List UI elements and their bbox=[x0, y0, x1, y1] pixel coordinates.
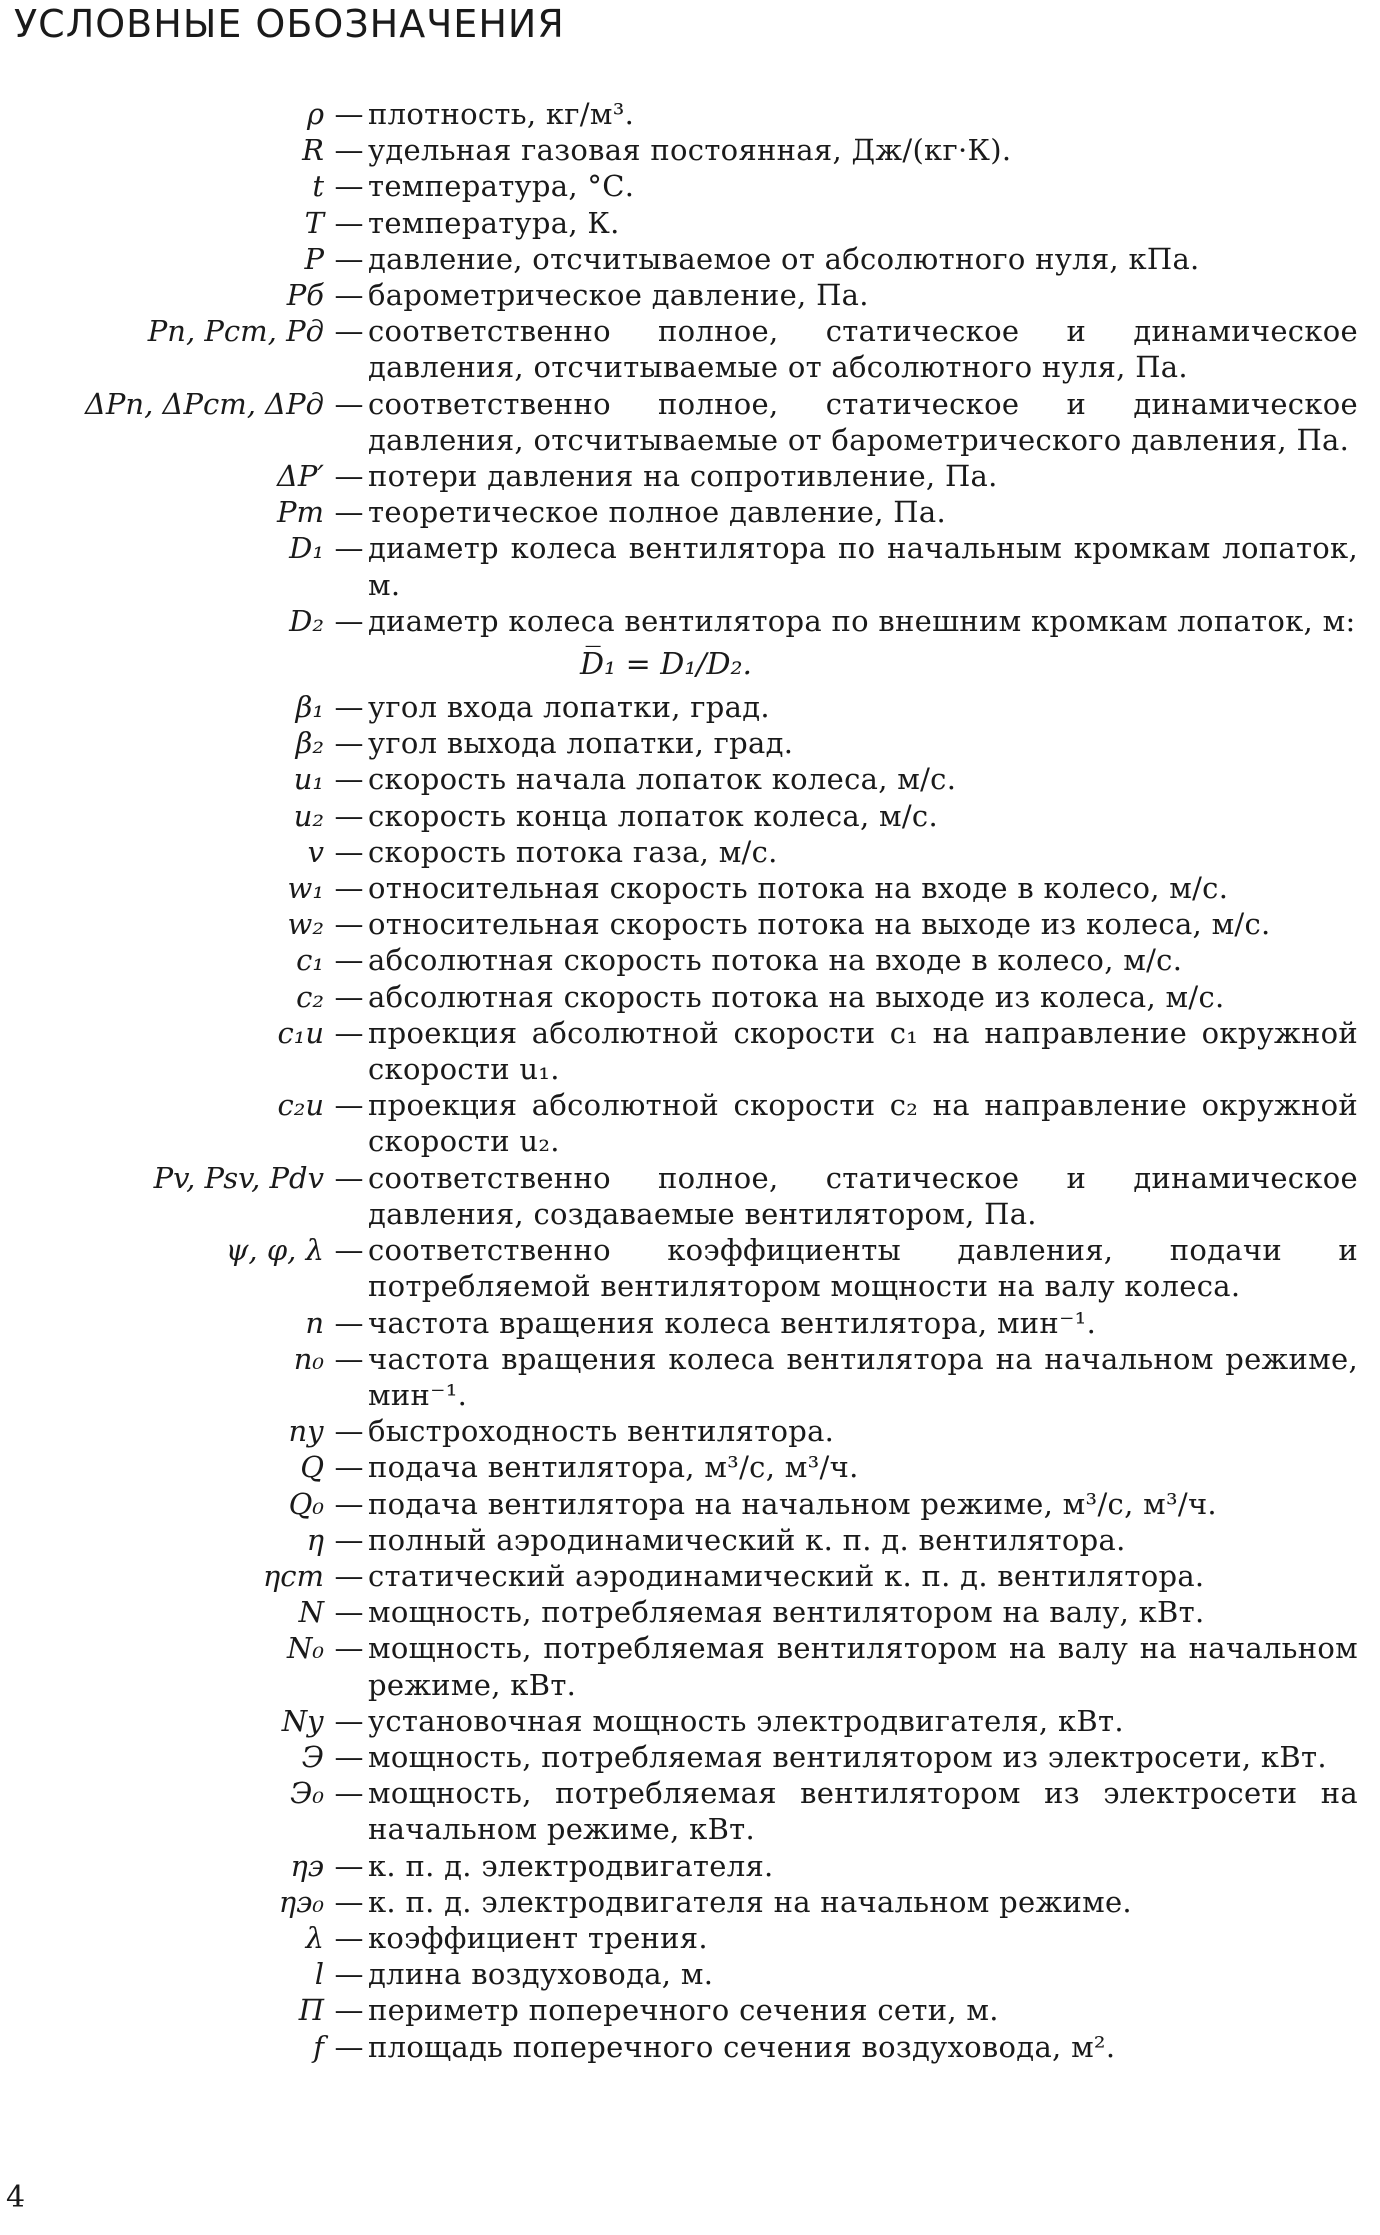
notation-definition: теоретическое полное давление, Па. bbox=[368, 495, 946, 530]
notation-definition: соответственно полное, статическое и динамическое давления, создаваемые вентилятором, Па. bbox=[368, 1160, 1358, 1231]
notation-definition: угол входа лопатки, град. bbox=[368, 690, 770, 725]
page-number: 4 bbox=[6, 2180, 26, 2215]
em-dash-separator: — bbox=[334, 1776, 364, 1811]
notation-entry bbox=[40, 1848, 1380, 1884]
notation-entry bbox=[40, 241, 1380, 277]
notation-symbol: ΔPп, ΔPст, ΔPд bbox=[84, 386, 324, 421]
notation-entry bbox=[40, 1630, 1380, 1702]
notation-entry bbox=[40, 1522, 1380, 1558]
notation-symbol: ηэ bbox=[290, 1848, 324, 1883]
notation-entry bbox=[40, 1739, 1380, 1775]
notation-entry bbox=[40, 1703, 1380, 1739]
em-dash-separator: — bbox=[334, 1848, 364, 1883]
formula-relative-diameter: D̅₁ = D₁/D₂. bbox=[580, 647, 753, 683]
notation-symbol: w₁ bbox=[287, 871, 324, 906]
notation-symbol: P bbox=[304, 241, 324, 276]
notation-symbol: T bbox=[304, 205, 324, 240]
notation-definition: проекция абсолютной скорости c₁ на направление окружной скорости u₁. bbox=[368, 1015, 1358, 1087]
notation-symbol: Pп, Pст, Pд bbox=[147, 314, 324, 349]
notation-definition: скорость потока газа, м/с. bbox=[368, 834, 778, 869]
notation-definition: барометрическое давление, Па. bbox=[368, 278, 869, 313]
notation-entry bbox=[40, 494, 1380, 530]
notation-symbol: П bbox=[298, 1993, 324, 2028]
notation-symbol: R bbox=[302, 133, 324, 168]
notation-entry bbox=[40, 798, 1380, 834]
notation-entry bbox=[40, 1341, 1380, 1413]
notation-symbol: c₁u bbox=[277, 1015, 324, 1050]
em-dash-separator: — bbox=[334, 1957, 364, 1992]
notation-definition: частота вращения колеса вентилятора, мин⁻¹. bbox=[368, 1305, 1097, 1340]
notation-symbol: n bbox=[305, 1305, 324, 1340]
em-dash-separator: — bbox=[334, 531, 364, 566]
notation-entry bbox=[40, 205, 1380, 241]
notation-entry bbox=[40, 870, 1380, 906]
em-dash-separator: — bbox=[334, 1993, 364, 2028]
notation-symbol: Э₀ bbox=[290, 1776, 324, 1811]
notation-entry bbox=[40, 1558, 1380, 1594]
notation-entry bbox=[40, 386, 1380, 458]
em-dash-separator: — bbox=[334, 726, 364, 761]
notation-definition: скорость конца лопаток колеса, м/с. bbox=[368, 798, 938, 833]
notation-definition: диаметр колеса вентилятора по начальным кромкам лопаток, м. bbox=[368, 531, 1358, 602]
em-dash-separator: — bbox=[334, 1631, 364, 1666]
notation-entry bbox=[40, 1956, 1380, 1992]
em-dash-separator: — bbox=[334, 1703, 364, 1738]
notation-entry bbox=[40, 834, 1380, 870]
notation-symbol: λ bbox=[305, 1920, 324, 1955]
notation-definition: площадь поперечного сечения воздуховода, м². bbox=[368, 2029, 1116, 2064]
notation-definition: к. п. д. электродвигателя. bbox=[368, 1848, 774, 1883]
notation-symbol: β₁ bbox=[295, 690, 324, 725]
em-dash-separator: — bbox=[334, 762, 364, 797]
notation-symbol: Э bbox=[301, 1739, 324, 1774]
em-dash-separator: — bbox=[334, 1450, 364, 1485]
notation-entry bbox=[40, 906, 1380, 942]
em-dash-separator: — bbox=[334, 314, 364, 349]
notation-definition: абсолютная скорость потока на выходе из колеса, м/с. bbox=[368, 979, 1225, 1014]
notation-entry bbox=[40, 761, 1380, 797]
notation-symbol: ΔP′ bbox=[276, 459, 324, 494]
em-dash-separator: — bbox=[334, 459, 364, 494]
notation-symbol: Pv, Psv, Pdv bbox=[153, 1160, 324, 1195]
notation-symbol: ηст bbox=[262, 1558, 324, 1593]
em-dash-separator: — bbox=[334, 205, 364, 240]
em-dash-separator: — bbox=[334, 1088, 364, 1123]
em-dash-separator: — bbox=[334, 386, 364, 421]
notation-definition: относительная скорость потока на входе в колесо, м/с. bbox=[368, 871, 1229, 906]
notation-entry bbox=[40, 979, 1380, 1015]
notation-definition: плотность, кг/м³. bbox=[368, 97, 635, 131]
em-dash-separator: — bbox=[334, 907, 364, 942]
notation-definition: температура, К. bbox=[368, 205, 620, 240]
em-dash-separator: — bbox=[334, 495, 364, 530]
em-dash-separator: — bbox=[334, 2029, 364, 2064]
em-dash-separator: — bbox=[334, 1414, 364, 1449]
em-dash-separator: — bbox=[334, 241, 364, 276]
notation-symbol: Pб bbox=[286, 278, 324, 313]
notation-definition: подача вентилятора, м³/с, м³/ч. bbox=[368, 1450, 859, 1485]
notation-symbol: D₂ bbox=[289, 603, 324, 638]
em-dash-separator: — bbox=[334, 1522, 364, 1557]
em-dash-separator: — bbox=[334, 834, 364, 869]
notation-entry bbox=[40, 1232, 1380, 1304]
notation-symbol: Pт bbox=[276, 495, 324, 530]
notation-definition: скорость начала лопаток колеса, м/с. bbox=[368, 762, 957, 797]
notation-definition: подача вентилятора на начальном режиме, м³/с, м³/ч. bbox=[368, 1486, 1217, 1521]
em-dash-separator: — bbox=[334, 1595, 364, 1630]
notation-entry bbox=[40, 132, 1380, 168]
notation-definition: мощность, потребляемая вентилятором из электросети на начальном режиме, кВт. bbox=[368, 1776, 1358, 1847]
em-dash-separator: — bbox=[334, 979, 364, 1014]
notation-symbol: l bbox=[314, 1957, 324, 1992]
em-dash-separator: — bbox=[334, 943, 364, 978]
notation-entry bbox=[40, 1884, 1380, 1920]
em-dash-separator: — bbox=[334, 690, 364, 725]
notation-symbol: u₂ bbox=[293, 798, 324, 833]
notation-definition: соответственно коэффициенты давления, подачи и потребляемой вентилятором мощности на валу колеса. bbox=[368, 1233, 1358, 1304]
notation-group-b bbox=[40, 689, 1380, 2065]
notation-definition: к. п. д. электродвигателя на начальном режиме. bbox=[368, 1884, 1132, 1919]
notation-symbol: u₁ bbox=[293, 762, 324, 797]
notation-entry bbox=[40, 1920, 1380, 1956]
notation-symbol: ψ, φ, λ bbox=[225, 1233, 324, 1268]
notation-symbol: ρ bbox=[306, 97, 324, 131]
em-dash-separator: — bbox=[334, 1486, 364, 1521]
notation-symbol: D₁ bbox=[289, 531, 324, 566]
notation-entry bbox=[40, 1594, 1380, 1630]
notation-definition: коэффициент трения. bbox=[368, 1920, 708, 1955]
notation-definition: мощность, потребляемая вентилятором из электросети, кВт. bbox=[368, 1739, 1327, 1774]
em-dash-separator: — bbox=[334, 169, 364, 204]
em-dash-separator: — bbox=[334, 1739, 364, 1774]
notation-entry bbox=[40, 1015, 1380, 1087]
notation-entry bbox=[40, 689, 1380, 725]
notation-entry bbox=[40, 530, 1380, 602]
notation-symbol: η bbox=[306, 1522, 324, 1557]
notation-definition: полный аэродинамический к. п. д. вентилятора. bbox=[368, 1522, 1126, 1557]
notation-definition: угол выхода лопатки, град. bbox=[368, 726, 794, 761]
notation-definition: проекция абсолютной скорости c₂ на направление окружной скорости u₂. bbox=[368, 1088, 1358, 1159]
notation-entry bbox=[40, 313, 1380, 385]
notation-definition: удельная газовая постоянная, Дж/(кг·К). bbox=[368, 133, 1012, 168]
notation-definition: диаметр колеса вентилятора по внешним кромкам лопаток, м: bbox=[368, 603, 1356, 638]
notation-symbol: ηэ₀ bbox=[278, 1884, 324, 1919]
notation-entry bbox=[40, 942, 1380, 978]
notation-entry bbox=[40, 603, 1380, 639]
notation-entry bbox=[40, 1413, 1380, 1449]
notation-entry bbox=[40, 168, 1380, 204]
em-dash-separator: — bbox=[334, 1341, 364, 1376]
notation-entry bbox=[40, 1775, 1380, 1847]
em-dash-separator: — bbox=[334, 1160, 364, 1195]
notation-definition: давление, отсчитываемое от абсолютного нуля, кПа. bbox=[368, 241, 1200, 276]
notation-definition: частота вращения колеса вентилятора на начальном режиме, мин⁻¹. bbox=[368, 1341, 1358, 1412]
notation-definition: мощность, потребляемая вентилятором на валу на начальном режиме, кВт. bbox=[368, 1631, 1358, 1702]
notation-symbol: nу bbox=[288, 1414, 324, 1449]
notation-definition: быстроходность вентилятора. bbox=[368, 1414, 835, 1449]
notation-definition: температура, °С. bbox=[368, 169, 635, 204]
notation-definition: соответственно полное, статическое и динамическое давления, отсчитываемые от абсолютного нуля, Па. bbox=[368, 314, 1358, 385]
em-dash-separator: — bbox=[334, 133, 364, 168]
notation-symbol: c₁ bbox=[296, 943, 324, 978]
notation-entry bbox=[40, 725, 1380, 761]
notation-entry bbox=[40, 1449, 1380, 1485]
notation-symbol: f bbox=[313, 2029, 324, 2064]
em-dash-separator: — bbox=[334, 1015, 364, 1050]
em-dash-separator: — bbox=[334, 798, 364, 833]
em-dash-separator: — bbox=[334, 1558, 364, 1593]
em-dash-separator: — bbox=[334, 97, 364, 131]
em-dash-separator: — bbox=[334, 1305, 364, 1340]
notation-definition: потери давления на сопротивление, Па. bbox=[368, 459, 998, 494]
notation-definition: длина воздуховода, м. bbox=[368, 1957, 714, 1992]
notation-symbol: Q bbox=[300, 1450, 324, 1485]
em-dash-separator: — bbox=[334, 278, 364, 313]
notation-entry bbox=[40, 96, 1380, 132]
em-dash-separator: — bbox=[334, 1920, 364, 1955]
notation-entry bbox=[40, 1992, 1380, 2028]
notation-definition: установочная мощность электродвигателя, кВт. bbox=[368, 1703, 1124, 1738]
notation-symbol: Q₀ bbox=[288, 1486, 324, 1521]
notation-definition: статический аэродинамический к. п. д. вентилятора. bbox=[368, 1558, 1205, 1593]
notation-symbol: w₂ bbox=[287, 907, 324, 942]
notation-entry bbox=[40, 277, 1380, 313]
notation-definition: абсолютная скорость потока на входе в колесо, м/с. bbox=[368, 943, 1183, 978]
notation-entry bbox=[40, 2029, 1380, 2065]
notation-symbol: t bbox=[312, 169, 324, 204]
notation-definition: соответственно полное, статическое и динамическое давления, отсчитываемые от барометрического давления, Па. bbox=[368, 386, 1358, 457]
notation-symbol: n₀ bbox=[293, 1341, 324, 1376]
em-dash-separator: — bbox=[334, 871, 364, 906]
em-dash-separator: — bbox=[334, 603, 364, 638]
notation-definition: мощность, потребляемая вентилятором на валу, кВт. bbox=[368, 1595, 1205, 1630]
notation-definition: относительная скорость потока на выходе из колеса, м/с. bbox=[368, 907, 1271, 942]
notation-list bbox=[40, 96, 1380, 2065]
em-dash-separator: — bbox=[334, 1233, 364, 1268]
notation-entry bbox=[40, 1160, 1380, 1232]
notation-definition: периметр поперечного сечения сети, м. bbox=[368, 1993, 999, 2028]
notation-symbol: c₂u bbox=[277, 1088, 324, 1123]
notation-entry bbox=[40, 1305, 1380, 1341]
notation-group-a bbox=[40, 96, 1380, 639]
page-heading: УСЛОВНЫЕ ОБОЗНАЧЕНИЯ bbox=[14, 2, 565, 46]
notation-entry bbox=[40, 458, 1380, 494]
notation-entry bbox=[40, 1486, 1380, 1522]
notation-symbol: c₂ bbox=[296, 979, 324, 1014]
notation-symbol: β₂ bbox=[295, 726, 324, 761]
notation-symbol: v bbox=[307, 834, 324, 869]
notation-entry bbox=[40, 1087, 1380, 1159]
em-dash-separator: — bbox=[334, 1884, 364, 1919]
notation-symbol: N bbox=[298, 1595, 324, 1630]
notation-symbol: N₀ bbox=[286, 1631, 324, 1666]
notation-symbol: Nу bbox=[281, 1703, 324, 1738]
